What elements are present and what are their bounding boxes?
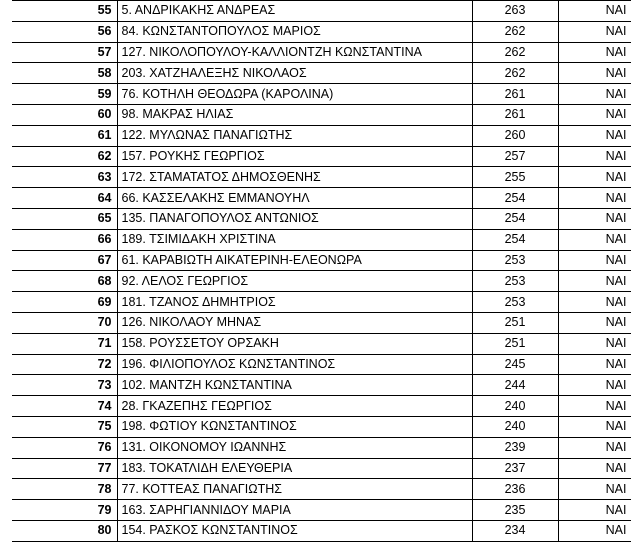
candidate-name-cell: 92. ΛΕΛΟΣ ΓΕΩΡΓΙΟΣ — [117, 271, 472, 292]
candidate-name-cell: 5. ΑΝΔΡΙΚΑΚΗΣ ΑΝΔΡΕΑΣ — [117, 1, 472, 22]
elected-cell: ΝΑΙ — [558, 125, 631, 146]
candidate-name-cell: 28. ΓΚΑΖΕΠΗΣ ΓΕΩΡΓΙΟΣ — [117, 396, 472, 417]
rank-cell: 67 — [12, 250, 117, 271]
rank-cell: 62 — [12, 146, 117, 167]
rank-cell: 78 — [12, 479, 117, 500]
elected-cell: ΝΑΙ — [558, 271, 631, 292]
rank-cell: 65 — [12, 208, 117, 229]
table-row — [0, 188, 631, 209]
table-row — [0, 271, 631, 292]
rank-cell: 55 — [12, 1, 117, 22]
rank-cell: 56 — [12, 21, 117, 42]
candidate-name-cell: 98. ΜΑΚΡΑΣ ΗΛΙΑΣ — [117, 104, 472, 125]
table-row — [0, 520, 631, 541]
table-row — [0, 458, 631, 479]
table-row — [0, 416, 631, 437]
table-row — [0, 146, 631, 167]
rank-cell: 59 — [12, 84, 117, 105]
row-spacer — [0, 396, 12, 417]
table-row — [0, 229, 631, 250]
rank-cell: 76 — [12, 437, 117, 458]
row-spacer — [0, 479, 12, 500]
candidate-name-cell: 126. ΝΙΚΟΛΑΟΥ ΜΗΝΑΣ — [117, 312, 472, 333]
votes-cell: 235 — [472, 500, 558, 521]
table-row — [0, 84, 631, 105]
rank-cell: 74 — [12, 396, 117, 417]
row-spacer — [0, 84, 12, 105]
votes-cell: 253 — [472, 292, 558, 313]
table-row — [0, 125, 631, 146]
elected-cell: ΝΑΙ — [558, 354, 631, 375]
row-spacer — [0, 375, 12, 396]
candidate-name-cell: 198. ΦΩΤΙΟΥ ΚΩΝΣΤΑΝΤΙΝΟΣ — [117, 416, 472, 437]
table-row — [0, 63, 631, 84]
rank-cell: 72 — [12, 354, 117, 375]
votes-cell: 254 — [472, 188, 558, 209]
row-spacer — [0, 229, 12, 250]
table-row — [0, 479, 631, 500]
table-row — [0, 208, 631, 229]
candidate-name-cell: 77. ΚΟΤΤΕΑΣ ΠΑΝΑΓΙΩΤΗΣ — [117, 479, 472, 500]
row-spacer — [0, 500, 12, 521]
table-row — [0, 21, 631, 42]
row-spacer — [0, 271, 12, 292]
votes-cell: 240 — [472, 396, 558, 417]
elected-cell: ΝΑΙ — [558, 458, 631, 479]
rank-cell: 69 — [12, 292, 117, 313]
votes-cell: 240 — [472, 416, 558, 437]
elected-cell: ΝΑΙ — [558, 229, 631, 250]
candidate-name-cell: 154. ΡΑΣΚΟΣ ΚΩΝΣΤΑΝΤΙΝΟΣ — [117, 520, 472, 541]
elected-cell: ΝΑΙ — [558, 416, 631, 437]
elected-cell: ΝΑΙ — [558, 146, 631, 167]
candidate-name-cell: 135. ΠΑΝΑΓΟΠΟΥΛΟΣ ΑΝΤΩΝΙΟΣ — [117, 208, 472, 229]
candidate-name-cell: 196. ΦΙΛΙΟΠΟΥΛΟΣ ΚΩΝΣΤΑΝΤΙΝΟΣ — [117, 354, 472, 375]
candidate-name-cell: 189. ΤΣΙΜΙΔΑΚΗ ΧΡΙΣΤΙΝΑ — [117, 229, 472, 250]
row-spacer — [0, 250, 12, 271]
row-spacer — [0, 292, 12, 313]
elected-cell: ΝΑΙ — [558, 42, 631, 63]
elected-cell: ΝΑΙ — [558, 520, 631, 541]
votes-cell: 251 — [472, 333, 558, 354]
results-table-body — [0, 1, 631, 542]
elected-cell: ΝΑΙ — [558, 500, 631, 521]
elected-cell: ΝΑΙ — [558, 84, 631, 105]
elected-cell: ΝΑΙ — [558, 104, 631, 125]
elected-cell: ΝΑΙ — [558, 21, 631, 42]
votes-cell: 244 — [472, 375, 558, 396]
votes-cell: 262 — [472, 21, 558, 42]
rank-cell: 63 — [12, 167, 117, 188]
votes-cell: 251 — [472, 312, 558, 333]
rank-cell: 75 — [12, 416, 117, 437]
candidate-name-cell: 183. ΤΟΚΑΤΛΙΔΗ ΕΛΕΥΘΕΡΙΑ — [117, 458, 472, 479]
table-row — [0, 1, 631, 22]
votes-cell: 245 — [472, 354, 558, 375]
row-spacer — [0, 354, 12, 375]
candidate-name-cell: 127. ΝΙΚΟΛΟΠΟΥΛΟΥ-ΚΑΛΛΙΟΝΤΖΗ ΚΩΝΣΤΑΝΤΙΝΑ — [117, 42, 472, 63]
rank-cell: 71 — [12, 333, 117, 354]
row-spacer — [0, 437, 12, 458]
rank-cell: 79 — [12, 500, 117, 521]
rank-cell: 77 — [12, 458, 117, 479]
table-row — [0, 437, 631, 458]
candidate-name-cell: 76. ΚΟΤΗΛΗ ΘΕΟΔΩΡΑ (ΚΑΡΟΛΙΝΑ) — [117, 84, 472, 105]
candidate-name-cell: 163. ΣΑΡΗΓΙΑΝΝΙΔΟΥ ΜΑΡΙΑ — [117, 500, 472, 521]
table-row — [0, 375, 631, 396]
votes-cell: 254 — [472, 229, 558, 250]
candidate-name-cell: 203. ΧΑΤΖΗΑΛΕΞΗΣ ΝΙΚΟΛΑΟΣ — [117, 63, 472, 84]
rank-cell: 73 — [12, 375, 117, 396]
table-row — [0, 292, 631, 313]
candidate-name-cell: 66. ΚΑΣΣΕΛΑΚΗΣ ΕΜΜΑΝΟΥΗΛ — [117, 188, 472, 209]
candidate-name-cell: 158. ΡΟΥΣΣΕΤΟΥ ΟΡΣΑΚΗ — [117, 333, 472, 354]
votes-cell: 262 — [472, 42, 558, 63]
elected-cell: ΝΑΙ — [558, 63, 631, 84]
rank-cell: 68 — [12, 271, 117, 292]
rank-cell: 58 — [12, 63, 117, 84]
candidate-name-cell: 131. ΟΙΚΟΝΟΜΟΥ ΙΩΑΝΝΗΣ — [117, 437, 472, 458]
elected-cell: ΝΑΙ — [558, 250, 631, 271]
row-spacer — [0, 146, 12, 167]
candidate-name-cell: 181. ΤΖΑΝΟΣ ΔΗΜΗΤΡΙΟΣ — [117, 292, 472, 313]
elected-cell: ΝΑΙ — [558, 188, 631, 209]
elected-cell: ΝΑΙ — [558, 375, 631, 396]
table-row — [0, 354, 631, 375]
row-spacer — [0, 416, 12, 437]
elected-cell: ΝΑΙ — [558, 167, 631, 188]
candidate-name-cell: 61. ΚΑΡΑΒΙΩΤΗ ΑΙΚΑΤΕΡΙΝΗ-ΕΛΕΟΝΩΡΑ — [117, 250, 472, 271]
candidate-name-cell: 172. ΣΤΑΜΑΤΑΤΟΣ ΔΗΜΟΣΘΕΝΗΣ — [117, 167, 472, 188]
row-spacer — [0, 1, 12, 22]
table-row — [0, 167, 631, 188]
table-row — [0, 42, 631, 63]
elected-cell: ΝΑΙ — [558, 208, 631, 229]
votes-cell: 254 — [472, 208, 558, 229]
row-spacer — [0, 188, 12, 209]
row-spacer — [0, 312, 12, 333]
row-spacer — [0, 458, 12, 479]
table-row — [0, 396, 631, 417]
table-row — [0, 104, 631, 125]
row-spacer — [0, 63, 12, 84]
votes-cell: 253 — [472, 250, 558, 271]
elected-cell: ΝΑΙ — [558, 1, 631, 22]
votes-cell: 234 — [472, 520, 558, 541]
rank-cell: 66 — [12, 229, 117, 250]
votes-cell: 239 — [472, 437, 558, 458]
rank-cell: 60 — [12, 104, 117, 125]
rank-cell: 70 — [12, 312, 117, 333]
votes-cell: 255 — [472, 167, 558, 188]
candidate-name-cell: 84. ΚΩΝΣΤΑΝΤΟΠΟΥΛΟΣ ΜΑΡΙΟΣ — [117, 21, 472, 42]
rank-cell: 61 — [12, 125, 117, 146]
rank-cell: 64 — [12, 188, 117, 209]
votes-cell: 237 — [472, 458, 558, 479]
elected-cell: ΝΑΙ — [558, 333, 631, 354]
rank-cell: 57 — [12, 42, 117, 63]
candidate-name-cell: 102. ΜΑΝΤΖΗ ΚΩΝΣΤΑΝΤΙΝΑ — [117, 375, 472, 396]
elected-cell: ΝΑΙ — [558, 292, 631, 313]
row-spacer — [0, 104, 12, 125]
votes-cell: 257 — [472, 146, 558, 167]
votes-cell: 261 — [472, 104, 558, 125]
votes-cell: 262 — [472, 63, 558, 84]
votes-cell: 253 — [472, 271, 558, 292]
row-spacer — [0, 21, 12, 42]
elected-cell: ΝΑΙ — [558, 312, 631, 333]
row-spacer — [0, 208, 12, 229]
candidate-name-cell: 157. ΡΟΥΚΗΣ ΓΕΩΡΓΙΟΣ — [117, 146, 472, 167]
table-row — [0, 250, 631, 271]
row-spacer — [0, 167, 12, 188]
candidate-name-cell: 122. ΜΥΛΩΝΑΣ ΠΑΝΑΓΙΩΤΗΣ — [117, 125, 472, 146]
rank-cell: 80 — [12, 520, 117, 541]
votes-cell: 236 — [472, 479, 558, 500]
row-spacer — [0, 520, 12, 541]
elected-cell: ΝΑΙ — [558, 479, 631, 500]
table-row — [0, 333, 631, 354]
row-spacer — [0, 333, 12, 354]
votes-cell: 260 — [472, 125, 558, 146]
table-row — [0, 312, 631, 333]
votes-cell: 261 — [472, 84, 558, 105]
elected-cell: ΝΑΙ — [558, 396, 631, 417]
row-spacer — [0, 125, 12, 146]
elected-cell: ΝΑΙ — [558, 437, 631, 458]
table-row — [0, 500, 631, 521]
votes-cell: 263 — [472, 1, 558, 22]
row-spacer — [0, 42, 12, 63]
